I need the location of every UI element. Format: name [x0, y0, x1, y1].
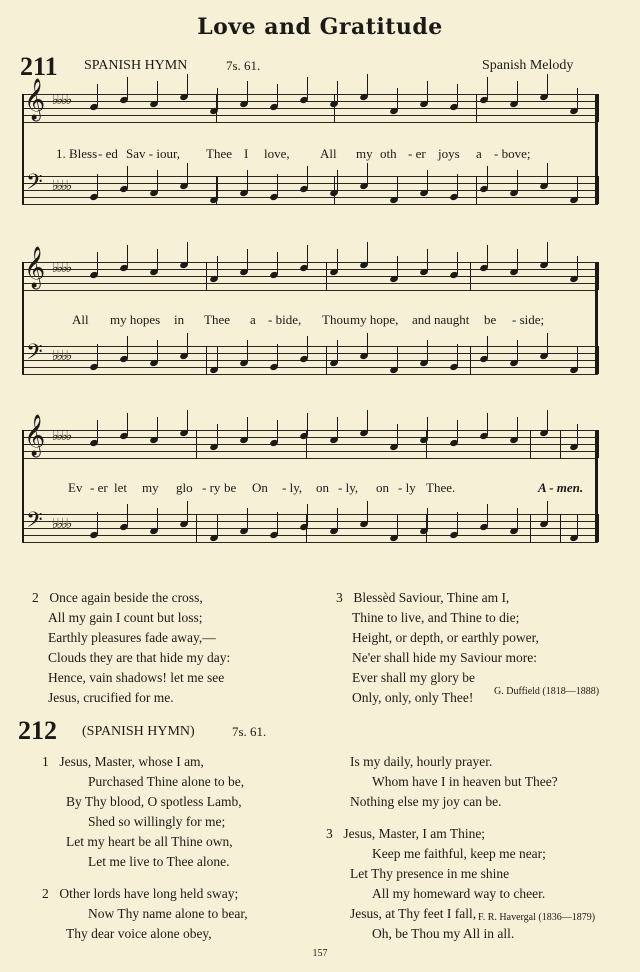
- tune-name-212: (SPANISH HYMN): [82, 724, 195, 739]
- lyric-syllable: and naught: [412, 312, 470, 327]
- note-stem: [127, 413, 128, 435]
- note-stem: [487, 77, 488, 99]
- hymn-number-212: 212: [18, 716, 57, 745]
- bar-line: [598, 430, 599, 458]
- stanza-gap: [326, 812, 626, 824]
- note-stem: [547, 333, 548, 355]
- note-stem: [277, 512, 278, 534]
- bar-line: [598, 514, 599, 542]
- staff-line: [22, 521, 598, 522]
- note-stem: [577, 515, 578, 537]
- lyric-syllable: All: [72, 312, 89, 327]
- verse-line: Now Thy name alone to bear,: [88, 906, 248, 921]
- note-stem: [517, 508, 518, 530]
- lyric-syllable: be: [484, 312, 497, 327]
- note-stem: [217, 256, 218, 278]
- verse-line: Nothing else my joy can be.: [350, 794, 502, 809]
- note-stem: [307, 336, 308, 358]
- bar-line: [326, 346, 327, 374]
- amen-text: A - men.: [538, 480, 584, 495]
- note-stem: [397, 424, 398, 446]
- verse-line: Clouds they are that hide my day:: [48, 650, 231, 665]
- lyric-syllable: - ly,: [282, 480, 303, 495]
- staff-line: [22, 458, 598, 459]
- note-stem: [217, 515, 218, 537]
- lyric-syllable: - bove;: [494, 146, 531, 161]
- note-stem: [457, 512, 458, 534]
- verse-line: Whom have I in heaven but Thee?: [372, 774, 558, 789]
- hymn-212-left-column: [42, 752, 332, 944]
- staff-line: [22, 514, 598, 515]
- bar-line: [206, 346, 207, 374]
- note-stem: [277, 420, 278, 442]
- lyric-syllable: my: [356, 146, 373, 161]
- lyric-syllable: Thee.: [426, 480, 456, 495]
- note-stem: [127, 245, 128, 267]
- verse-line: Thine to live, and Thine to die;: [352, 610, 520, 625]
- bar-line: [530, 514, 531, 542]
- note-stem: [577, 88, 578, 110]
- key-signature-icon: ♭♭♭♭: [52, 429, 71, 444]
- note-stem: [277, 174, 278, 196]
- treble-clef-icon: 𝄞: [24, 79, 46, 120]
- verse-line: Jesus, crucified for me.: [48, 690, 174, 705]
- treble-clef-icon: 𝄞: [24, 415, 46, 456]
- note-stem: [397, 347, 398, 369]
- lyric-syllable: my hopes: [110, 312, 161, 327]
- note-stem: [487, 413, 488, 435]
- staff-line: [22, 176, 598, 177]
- note-stem: [367, 242, 368, 264]
- note-stem: [427, 249, 428, 271]
- note-stem: [217, 347, 218, 369]
- note-stem: [127, 504, 128, 526]
- staff-line: [22, 542, 598, 543]
- bar-line: [598, 94, 599, 122]
- note-stem: [157, 417, 158, 439]
- lyric-syllable: oth: [380, 146, 397, 161]
- note-stem: [157, 249, 158, 271]
- lyric-syllable: - bide,: [268, 312, 302, 327]
- verse-text: Other lords have long held sway;: [56, 886, 239, 901]
- treble-clef-icon: 𝄞: [24, 247, 46, 288]
- note-stem: [547, 242, 548, 264]
- note-stem: [427, 417, 428, 439]
- note-stem: [307, 413, 308, 435]
- meter-211: 7s. 61.: [226, 58, 261, 73]
- verse-line: Ne'er shall hide my Saviour more:: [352, 650, 538, 665]
- note-stem: [547, 501, 548, 523]
- note-stem: [247, 249, 248, 271]
- note-stem: [457, 252, 458, 274]
- verse-line: Height, or depth, or earthly power,: [352, 630, 539, 645]
- verse-number: 2: [42, 886, 49, 901]
- note-stem: [517, 170, 518, 192]
- lyric-syllable: I: [244, 146, 249, 161]
- note-stem: [337, 81, 338, 103]
- note-stem: [247, 417, 248, 439]
- bar-line: [206, 262, 207, 290]
- note-stem: [307, 166, 308, 188]
- note-stem: [367, 74, 368, 96]
- note-stem: [337, 417, 338, 439]
- staff-line: [22, 290, 598, 291]
- note-stem: [517, 417, 518, 439]
- verse-line: [326, 824, 626, 844]
- note-stem: [577, 256, 578, 278]
- key-signature-icon: ♭♭♭♭: [52, 93, 71, 108]
- note-stem: [367, 163, 368, 185]
- note-stem: [577, 347, 578, 369]
- note-stem: [157, 81, 158, 103]
- verse-line: Thy dear voice alone obey,: [66, 926, 212, 941]
- staff-line: [22, 283, 598, 284]
- note-stem: [517, 340, 518, 362]
- note-stem: [337, 170, 338, 192]
- staff-line: [22, 276, 598, 277]
- note-stem: [367, 501, 368, 523]
- note-stem: [187, 242, 188, 264]
- page-number: 157: [312, 948, 328, 959]
- bar-line: [196, 430, 197, 458]
- author-211: G. Duffield (1818—1888): [494, 686, 600, 697]
- section-title: Love and Gratitude: [197, 14, 443, 40]
- note-stem: [187, 410, 188, 432]
- verse-line: Only, only, only Thee!: [352, 690, 474, 705]
- bar-line: [476, 94, 477, 122]
- note-stem: [457, 344, 458, 366]
- note-stem: [547, 163, 548, 185]
- note-stem: [397, 256, 398, 278]
- verse-number: 2: [32, 590, 39, 605]
- staff-line: [22, 353, 598, 354]
- bass-clef-icon: 𝄢: [26, 340, 43, 370]
- note-stem: [307, 245, 308, 267]
- note-stem: [397, 88, 398, 110]
- note-stem: [127, 166, 128, 188]
- key-signature-icon: ♭♭♭♭: [52, 349, 71, 364]
- note-stem: [277, 84, 278, 106]
- verse-number: 3: [336, 590, 343, 605]
- lyric-syllable: Ev: [68, 480, 83, 495]
- staff-line: [22, 262, 598, 263]
- verse-line: All my gain I count but loss;: [48, 610, 203, 625]
- note-stem: [397, 515, 398, 537]
- note-stem: [337, 340, 338, 362]
- note-stem: [157, 508, 158, 530]
- note-stem: [247, 340, 248, 362]
- note-stem: [427, 340, 428, 362]
- lyric-syllable: in: [174, 312, 185, 327]
- lyric-syllable: - ly: [398, 480, 416, 495]
- note-stem: [217, 88, 218, 110]
- stanza-211-2: [32, 588, 322, 708]
- note-stem: [307, 504, 308, 526]
- note-stem: [367, 333, 368, 355]
- note-stem: [187, 74, 188, 96]
- hymn-number-211: 211: [20, 52, 58, 81]
- note-stem: [367, 410, 368, 432]
- note-stem: [457, 420, 458, 442]
- lyric-syllable: - ly,: [338, 480, 359, 495]
- note-stem: [127, 336, 128, 358]
- bar-line: [598, 346, 599, 374]
- bar-line: [598, 176, 599, 204]
- verse-line: All my homeward way to cheer.: [372, 886, 546, 901]
- verse-line: Earthly pleasures fade away,—: [48, 630, 216, 645]
- bar-line: [470, 262, 471, 290]
- verse-line: [336, 588, 626, 608]
- staff-line: [22, 204, 598, 205]
- tune-name-211: SPANISH HYMN: [84, 58, 188, 73]
- note-stem: [577, 177, 578, 199]
- lyric-syllable: Thee: [204, 312, 230, 327]
- key-signature-icon: ♭♭♭♭: [52, 179, 71, 194]
- lyric-syllable: Thee: [206, 146, 232, 161]
- bar-line: [326, 262, 327, 290]
- bar-line: [334, 94, 335, 122]
- note-stem: [547, 74, 548, 96]
- lyric-syllable: - side;: [512, 312, 545, 327]
- lyric-syllable: On: [252, 480, 268, 495]
- lyric-syllable: - er: [90, 480, 108, 495]
- lyric-syllable: my hope,: [350, 312, 399, 327]
- note-stem: [247, 170, 248, 192]
- note-stem: [337, 249, 338, 271]
- lyric-syllable: on: [316, 480, 329, 495]
- note-stem: [427, 81, 428, 103]
- bass-clef-icon: 𝄢: [26, 170, 43, 200]
- note-stem: [547, 410, 548, 432]
- verse-number: 1: [42, 754, 49, 769]
- note-stem: [577, 424, 578, 446]
- staff-line: [22, 122, 598, 123]
- staff-line: [22, 535, 598, 536]
- verse-line: [42, 752, 332, 772]
- lyric-syllable: my: [142, 480, 159, 495]
- note-stem: [247, 81, 248, 103]
- final-bar: [595, 430, 598, 542]
- verse-line: Let me live to Thee alone.: [88, 854, 230, 869]
- bass-clef-icon: 𝄢: [26, 508, 43, 538]
- note-stem: [97, 512, 98, 534]
- note-stem: [337, 508, 338, 530]
- note-stem: [187, 163, 188, 185]
- lyric-syllable: joys: [438, 146, 460, 161]
- note-stem: [97, 252, 98, 274]
- staff-line: [22, 94, 598, 95]
- lyric-syllable: All: [320, 146, 337, 161]
- verse-line: [42, 884, 332, 904]
- note-stem: [457, 174, 458, 196]
- lyric-syllable: glo: [176, 480, 193, 495]
- verse-line: By Thy blood, O spotless Lamb,: [66, 794, 242, 809]
- note-stem: [277, 252, 278, 274]
- verse-line: Hence, vain shadows! let me see: [48, 670, 225, 685]
- bar-line: [530, 430, 531, 458]
- verse-text: Once again beside the cross,: [46, 590, 203, 605]
- author-212: F. R. Havergal (1836—1879): [478, 912, 596, 923]
- bar-line: [560, 430, 561, 458]
- verse-line: Is my daily, hourly prayer.: [350, 754, 493, 769]
- bar-line: [476, 176, 477, 204]
- note-stem: [427, 170, 428, 192]
- lyric-syllable: on: [376, 480, 389, 495]
- verse-line: Ever shall my glory be: [352, 670, 475, 685]
- verse-line: Purchased Thine alone to be,: [88, 774, 245, 789]
- staff-line: [22, 346, 598, 347]
- note-stem: [487, 336, 488, 358]
- staff-line: [22, 367, 598, 368]
- note-stem: [277, 344, 278, 366]
- verse-line: [32, 588, 322, 608]
- lyric-syllable: a: [250, 312, 256, 327]
- lyric-syllable: - ed: [98, 146, 118, 161]
- note-stem: [97, 174, 98, 196]
- note-stem: [187, 333, 188, 355]
- note-stem: [517, 81, 518, 103]
- staff-line: [22, 430, 598, 431]
- verse-line: Jesus, at Thy feet I fall,: [350, 906, 477, 921]
- staff-line: [22, 374, 598, 375]
- lyric-syllable: 1. Bless: [56, 146, 98, 161]
- staff-line: [22, 183, 598, 184]
- bar-line: [196, 514, 197, 542]
- verse-line: Shed so willingly for me;: [88, 814, 226, 829]
- key-signature-icon: ♭♭♭♭: [52, 261, 71, 276]
- verse-text: Jesus, Master, whose I am,: [56, 754, 204, 769]
- note-stem: [487, 166, 488, 188]
- lyric-syllable: be: [224, 480, 237, 495]
- verse-text: Blessèd Saviour, Thine am I,: [350, 590, 510, 605]
- composer-211: Spanish Melody: [482, 58, 574, 73]
- note-stem: [247, 508, 248, 530]
- staff-line: [22, 108, 598, 109]
- note-stem: [487, 245, 488, 267]
- verse-line: Let my heart be all Thine own,: [66, 834, 233, 849]
- verse-number: 3: [326, 826, 333, 841]
- bar-line: [598, 262, 599, 290]
- verse-line: Oh, be Thou my All in all.: [372, 926, 515, 941]
- lyric-syllable: - er: [408, 146, 426, 161]
- note-stem: [307, 77, 308, 99]
- bar-line: [560, 514, 561, 542]
- note-stem: [187, 501, 188, 523]
- verse-line: Keep me faithful, keep me near;: [372, 846, 546, 861]
- note-stem: [97, 84, 98, 106]
- lyric-syllable: Sav - iour,: [126, 146, 180, 161]
- note-stem: [157, 340, 158, 362]
- final-bar: [595, 262, 598, 374]
- lyric-syllable: a: [476, 146, 482, 161]
- lyric-syllable: love,: [264, 146, 290, 161]
- key-signature-icon: ♭♭♭♭: [52, 517, 71, 532]
- note-stem: [127, 77, 128, 99]
- note-stem: [217, 177, 218, 199]
- lyric-syllable: let: [114, 480, 127, 495]
- staff-line: [22, 451, 598, 452]
- note-stem: [217, 424, 218, 446]
- final-bar: [595, 94, 598, 204]
- staff-line: [22, 197, 598, 198]
- lyric-syllable: Thou: [322, 312, 350, 327]
- note-stem: [517, 249, 518, 271]
- staff-line: [22, 444, 598, 445]
- lyric-syllable: - ry: [202, 480, 221, 495]
- verse-text: Jesus, Master, I am Thine;: [340, 826, 486, 841]
- note-stem: [487, 504, 488, 526]
- note-stem: [97, 420, 98, 442]
- note-stem: [427, 508, 428, 530]
- note-stem: [397, 177, 398, 199]
- meter-212: 7s. 61.: [232, 724, 267, 739]
- note-stem: [97, 344, 98, 366]
- bar-line: [470, 346, 471, 374]
- note-stem: [157, 170, 158, 192]
- staff-line: [22, 115, 598, 116]
- verse-line: Let Thy presence in me shine: [350, 866, 510, 881]
- note-stem: [457, 84, 458, 106]
- stanza-gap: [42, 872, 332, 884]
